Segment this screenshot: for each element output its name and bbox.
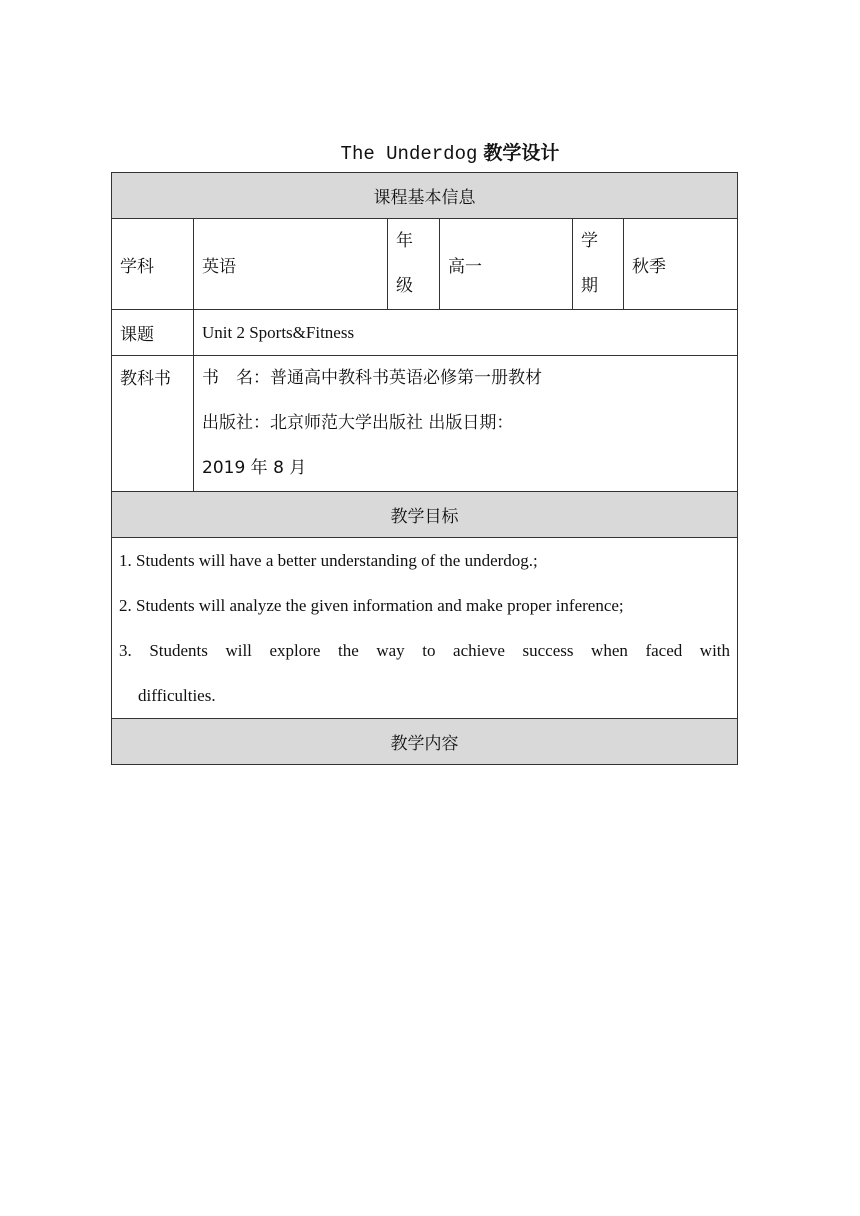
subject-value: 英语: [194, 219, 388, 310]
row-goals: [112, 538, 738, 719]
term-label-char-1: 学: [581, 231, 598, 251]
subject-label: 学科: [112, 219, 194, 310]
pub-date-label: 出版日期：: [428, 413, 514, 433]
header-row-basic-info: [112, 173, 738, 219]
publisher-line: [202, 401, 729, 446]
section-header-teaching-content: 教学内容: [112, 719, 738, 765]
grade-value: 高一: [440, 219, 573, 310]
publisher-label: 出版社：: [202, 413, 270, 433]
title-english: The Underdog: [340, 143, 478, 165]
row-subject-grade-term: [112, 219, 738, 310]
publisher-value: 北京师范大学出版社: [270, 413, 423, 433]
term-label-char-2: 期: [581, 276, 598, 296]
goal-item-3-line-1: 3. Students will explore the way to achieve success when faced with: [119, 641, 731, 660]
goal-item-2: 2. Students will analyze the given information and make proper inference;: [119, 596, 624, 615]
book-name-value: 普通高中教科书英语必修第一册教材: [270, 368, 542, 388]
section-header-teaching-goals: 教学目标: [112, 492, 738, 538]
term-value: 秋季: [624, 219, 738, 310]
section-header-basic-info: 课程基本信息: [112, 173, 738, 219]
term-label: [573, 219, 624, 310]
header-row-content: [112, 719, 738, 765]
textbook-details: [194, 356, 738, 492]
book-name-line: [202, 356, 729, 401]
document-title: [0, 138, 860, 165]
goal-item-3-line-2: difficulties.: [138, 686, 216, 705]
topic-label: 课题: [112, 310, 194, 356]
book-name-label: 书 名：: [202, 368, 270, 388]
grade-label-char-1: 年: [396, 231, 413, 251]
row-topic: [112, 310, 738, 356]
header-row-goals: [112, 492, 738, 538]
title-chinese: 教学设计: [483, 142, 560, 164]
topic-value: Unit 2 Sports&Fitness: [194, 310, 738, 356]
grade-label-char-2: 级: [396, 276, 413, 296]
course-info-table: [111, 172, 738, 765]
row-textbook: [112, 356, 738, 492]
textbook-label: 教科书: [112, 356, 194, 492]
goal-item-1: 1. Students will have a better understanding of the underdog.;: [119, 551, 538, 570]
pub-date-value: 2019 年 8 月: [202, 458, 307, 478]
grade-label: [388, 219, 440, 310]
goals-cell: [112, 538, 738, 719]
